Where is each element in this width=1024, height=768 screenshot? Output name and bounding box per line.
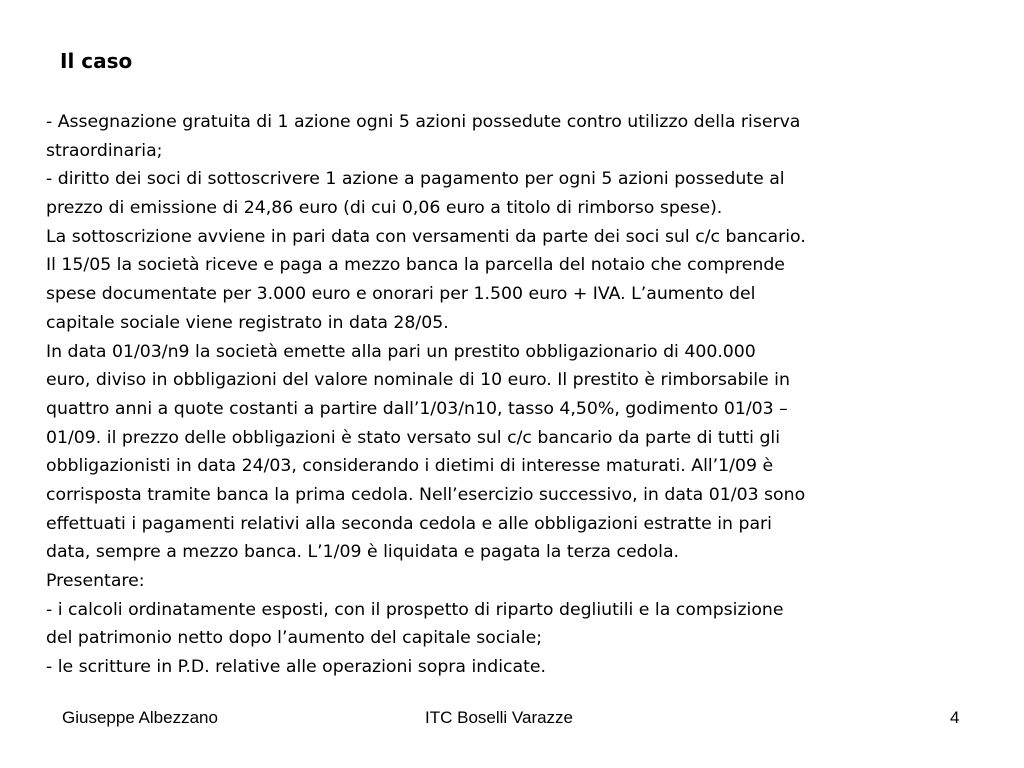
page-number: 4 bbox=[950, 708, 960, 727]
body-line: - diritto dei soci di sottoscrivere 1 azione a pagamento per ogni 5 azioni possedute al bbox=[46, 169, 785, 190]
body-line: - le scritture in P.D. relative alle operazioni sopra indicate. bbox=[46, 657, 546, 678]
body-line: quattro anni a quote costanti a partire dall’1/03/n10, tasso 4,50%, godimento 01/03 – bbox=[46, 398, 788, 419]
body-line: obbligazionisti in data 24/03, considerando i dietimi di interesse maturati. All’1/09 è bbox=[46, 456, 774, 477]
footer-author: Giuseppe Albezzano bbox=[62, 708, 218, 727]
body-line: effettuati i pagamenti relativi alla seconda cedola e alle obbligazioni estratte in pari bbox=[46, 513, 772, 534]
body-line: Il 15/05 la società riceve e paga a mezzo banca la parcella del notaio che comprende bbox=[46, 255, 785, 276]
body-line: euro, diviso in obbligazioni del valore nominale di 10 euro. Il prestito è rimborsabile in bbox=[46, 370, 790, 391]
body-line: La sottoscrizione avviene in pari data con versamenti da parte dei soci sul c/c bancario. bbox=[46, 226, 806, 247]
body-line: prezzo di emissione di 24,86 euro (di cui 0,06 euro a titolo di rimborso spese). bbox=[46, 198, 723, 219]
body-line: - i calcoli ordinatamente esposti, con il prospetto di riparto degliutili e la compsizione bbox=[46, 599, 784, 620]
footer-school: ITC Boselli Varazze bbox=[425, 708, 574, 727]
body-line: In data 01/03/n9 la società emette alla pari un prestito obbligazionario di 400.000 bbox=[46, 341, 756, 362]
body-line: spese documentate per 3.000 euro e onorari per 1.500 euro + IVA. L’aumento del bbox=[46, 284, 756, 305]
body-line: - Assegnazione gratuita di 1 azione ogni 5 azioni possedute contro utilizzo della riserva bbox=[46, 112, 801, 132]
body-line: capitale sociale viene registrato in data 28/05. bbox=[46, 312, 449, 333]
body-line: del patrimonio netto dopo l’aumento del capitale sociale; bbox=[46, 628, 543, 649]
slide-title: Il caso bbox=[60, 49, 133, 73]
body-line: straordinaria; bbox=[46, 140, 163, 161]
body-line: 01/09. il prezzo delle obbligazioni è stato versato sul c/c bancario da parte di tutti gli bbox=[46, 427, 781, 448]
slide-body bbox=[46, 108, 996, 682]
body-line: corrisposta tramite banca la prima cedola. Nell’esercizio successivo, in data 01/03 sono bbox=[46, 484, 806, 505]
body-line: data, sempre a mezzo banca. L’1/09 è liquidata e pagata la terza cedola. bbox=[46, 542, 680, 563]
body-line: Presentare: bbox=[46, 571, 145, 591]
